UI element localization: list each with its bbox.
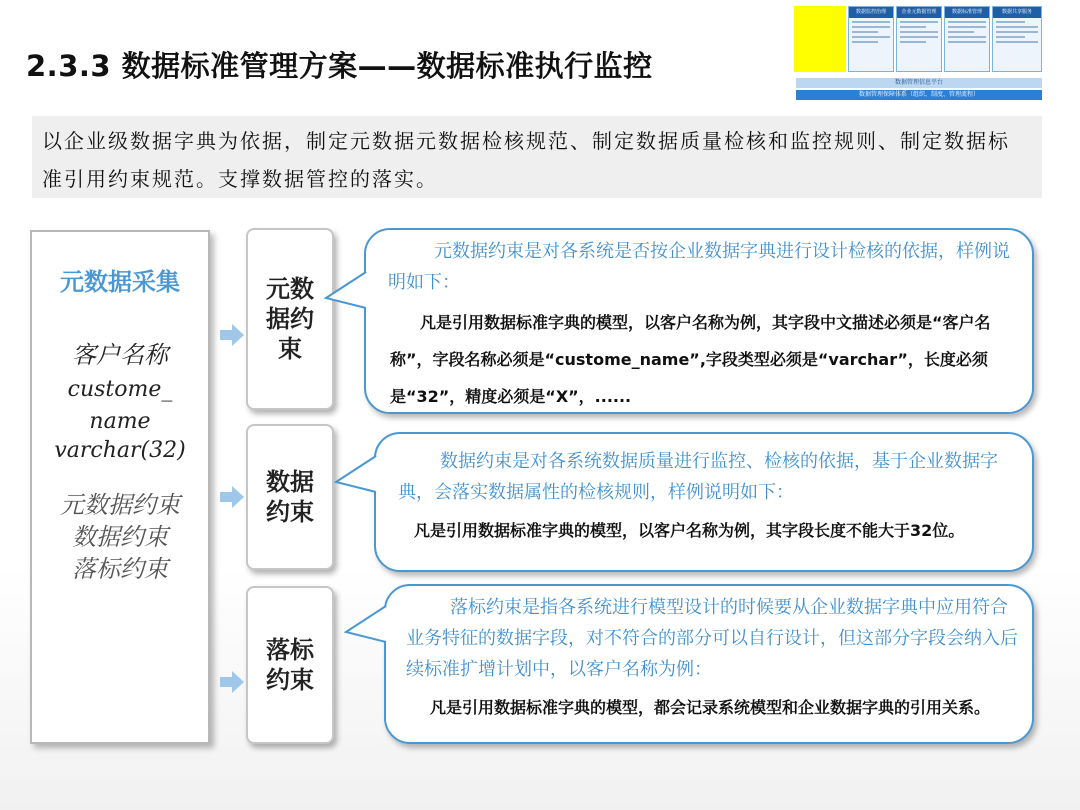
callout-pointer	[342, 602, 392, 652]
label-standard-constraint: 落标约束	[246, 586, 334, 744]
callout-detail: 凡是引用数据标准字典的模型，都会记录系统模型和企业数据字典的引用关系。	[430, 698, 991, 717]
callout-lead: 落标约束是指各系统进行模型设计的时候要从企业数据字典中应用符合业务特征的数据字段，对不符合的部分可以自行设计，但这部分字段会纳入后续标准扩增计划中，以客户名称为例：	[406, 597, 1018, 680]
constraint-item: 元数据约束	[60, 491, 180, 519]
highlight-block	[794, 6, 846, 72]
callout-pointer	[322, 268, 372, 318]
platform-bar: 数据管理信息平台	[796, 78, 1042, 88]
page-title: 2.3.3 数据标准管理方案——数据标准执行监控	[26, 49, 653, 83]
thumbnail-column: 数据标准管理	[944, 6, 990, 72]
panel-heading: 元数据采集	[60, 268, 180, 296]
thumbnail-column: 数据共享服务	[992, 6, 1042, 72]
label-metadata-constraint: 元数据约束	[246, 228, 334, 410]
metadata-collection-panel	[30, 230, 210, 744]
callout-lead: 数据约束是对各系统数据质量进行监控、检核的依据，基于企业数据字典，会落实数据属性的检核规则，样例说明如下：	[398, 451, 998, 503]
thumbnail-column: 企业元数据管理	[896, 6, 942, 72]
callout-detail: 凡是引用数据标准字典的模型，以客户名称为例，其字段长度不能大于32位。	[414, 521, 965, 540]
architecture-thumbnail	[794, 6, 1044, 100]
sample-field	[32, 374, 208, 438]
metadata-constraint-callout	[364, 228, 1034, 414]
sample-name: 客户名称	[72, 341, 168, 369]
intro-box	[32, 116, 1042, 198]
thumbnail-column: 数据监控治理	[848, 6, 894, 72]
label-data-constraint: 数据约束	[246, 424, 334, 570]
arrow-right-icon	[232, 324, 244, 346]
standard-constraint-callout	[384, 584, 1034, 744]
callout-pointer	[332, 452, 382, 502]
sample-type: varchar(32)	[54, 438, 186, 463]
constraint-item: 数据约束	[72, 523, 168, 551]
callout-detail: 凡是引用数据标准字典的模型，以客户名称为例，其字段中文描述必须是“客户名称”，字段名称必须是“custome_name”,字段类型必须是“varchar”，长度必须是“32”，精度必须是“X”，......	[390, 313, 991, 406]
data-constraint-callout	[374, 432, 1034, 572]
constraint-item: 落标约束	[72, 555, 168, 583]
intro-text: 以企业级数据字典为依据，制定元数据元数据检核规范、制定数据质量检核和监控规则、制定数据标准引用约束规范。支撑数据管控的落实。	[42, 129, 1010, 191]
arrow-right-icon	[232, 486, 244, 508]
sample-field-text: custome_name	[67, 377, 173, 434]
callout-lead: 元数据约束是对各系统是否按企业数据字典进行设计检核的依据，样例说明如下：	[388, 241, 1010, 293]
framework-bar: 数据管理保障体系（组织、制度、管理流程）	[796, 90, 1042, 100]
arrow-right-icon	[232, 671, 244, 693]
constraint-list	[32, 489, 208, 585]
